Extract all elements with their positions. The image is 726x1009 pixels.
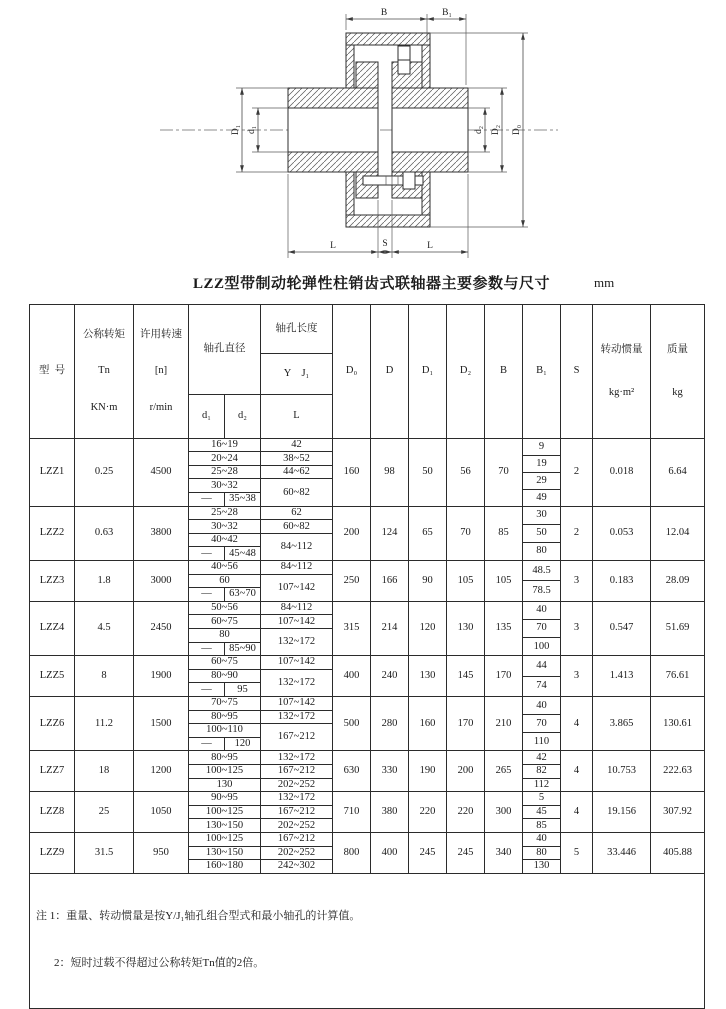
inertia-cell: 19.156	[593, 792, 651, 833]
bore-d1-cell: —	[189, 683, 225, 697]
left-hub-section	[288, 88, 378, 108]
coupling-section-drawing	[0, 0, 726, 268]
B1-cell	[523, 696, 561, 750]
speed-cell: 1200	[134, 751, 189, 792]
table-row	[30, 438, 705, 452]
mass-cell: 76.61	[651, 656, 705, 697]
B-cell: 265	[485, 751, 523, 792]
torque-cell: 1.8	[75, 561, 134, 602]
B1-subvalue: 50	[523, 524, 560, 542]
D1-cell: 245	[409, 832, 447, 873]
B1-subvalue: 80	[523, 542, 560, 560]
D-cell: 330	[371, 751, 409, 792]
note-2: 2：短时过载不得超过公称转矩Tn值的2倍。	[54, 957, 265, 970]
header-torque-unit: KN·m	[90, 401, 118, 413]
B1-subvalue: 110	[523, 732, 560, 750]
bore-range-cell: 30~32	[189, 520, 261, 534]
bore-length-cell: 167~212	[261, 832, 333, 846]
D1-cell: 120	[409, 601, 447, 655]
dim-label-B1: B₁	[442, 8, 452, 18]
dim-label-D0: D₀	[512, 124, 522, 136]
speed-cell: 3800	[134, 506, 189, 560]
notes-row	[30, 873, 705, 1009]
bore-range-cell: 30~32	[189, 479, 261, 493]
bore-range-cell: 100~125	[189, 764, 261, 778]
bore-range-cell: 70~75	[189, 696, 261, 710]
B-cell: 70	[485, 438, 523, 506]
D2-cell: 105	[447, 561, 485, 602]
bore-length-cell: 107~142	[261, 656, 333, 670]
bore-range-cell: 60~75	[189, 656, 261, 670]
inertia-cell: 10.753	[593, 751, 651, 792]
header-L: L	[261, 394, 333, 438]
D-cell: 400	[371, 832, 409, 873]
D1-cell: 65	[409, 506, 447, 560]
D0-cell: 250	[333, 561, 371, 602]
bore-d2-cell: 35~38	[225, 493, 261, 507]
header-torque	[75, 305, 134, 439]
bore-length-cell: 44~62	[261, 465, 333, 479]
speed-cell: 1500	[134, 696, 189, 750]
D1-cell: 130	[409, 656, 447, 697]
pin-bolt-shank	[363, 176, 403, 185]
bore-range-cell: 100~125	[189, 805, 261, 819]
bore-d1-cell: —	[189, 547, 225, 561]
inertia-cell: 0.018	[593, 438, 651, 506]
speed-cell: 4500	[134, 438, 189, 506]
mass-cell: 6.64	[651, 438, 705, 506]
bore-length-cell: 132~172	[261, 629, 333, 656]
mass-cell: 222.63	[651, 751, 705, 792]
D1-cell: 50	[409, 438, 447, 506]
B1-subvalue: 48.5	[532, 564, 551, 576]
bore-range-cell: 90~95	[189, 792, 261, 806]
speed-cell: 3000	[134, 561, 189, 602]
model-cell: LZZ8	[30, 792, 75, 833]
B1-subvalue: 74	[523, 676, 560, 696]
header-speed-symbol: [n]	[154, 365, 168, 377]
D-cell: 98	[371, 438, 409, 506]
model-cell: LZZ9	[30, 832, 75, 873]
bore-length-cell: 132~172	[261, 751, 333, 765]
bore-length-cell: 84~112	[261, 561, 333, 575]
pin-bolt-nut	[403, 172, 415, 189]
B1-cell	[523, 601, 561, 655]
B1-subvalue: 45	[523, 805, 560, 819]
brake-drum-rim-top	[346, 33, 430, 45]
bore-d2-cell: 45~48	[225, 547, 261, 561]
S-cell: 3	[561, 601, 593, 655]
left-hub-section	[288, 152, 378, 172]
B1-subvalue: 19	[523, 455, 560, 472]
speed-cell: 2450	[134, 601, 189, 655]
model-cell: LZZ3	[30, 561, 75, 602]
inertia-cell: 0.183	[593, 561, 651, 602]
table-row	[30, 656, 705, 670]
pin-bushing	[398, 60, 410, 74]
B1-subvalue: 40	[536, 604, 547, 616]
B-cell: 105	[485, 561, 523, 602]
D1-cell: 160	[409, 696, 447, 750]
B1-cell	[523, 656, 561, 697]
header-inertia-unit: kg·m²	[608, 386, 635, 398]
bore-range-cell: 130	[189, 778, 261, 792]
B-cell: 210	[485, 696, 523, 750]
header-torque-symbol: Tn	[98, 365, 110, 377]
B1-subvalue: 49	[523, 489, 560, 506]
dim-label-d2: d₂	[474, 125, 484, 135]
bore-range-cell: 80~95	[189, 710, 261, 724]
brake-drum-rim-bottom	[346, 215, 430, 227]
D0-cell: 630	[333, 751, 371, 792]
torque-cell: 18	[75, 751, 134, 792]
pin-bushing	[398, 46, 410, 60]
dim-label-D2: D₂	[491, 124, 501, 136]
header-speed-unit: r/min	[149, 401, 173, 413]
B1-subvalue: 9	[538, 440, 545, 452]
B1-subvalue: 100	[523, 637, 560, 655]
bore-d1-cell: —	[189, 493, 225, 507]
pin-bolt-end	[415, 176, 423, 185]
bore-length-cell: 202~252	[261, 846, 333, 860]
B1-subvalue: 42	[536, 751, 547, 763]
table-row	[30, 601, 705, 615]
S-cell: 5	[561, 832, 593, 873]
header-D1: D₁	[409, 305, 447, 439]
S-cell: 3	[561, 561, 593, 602]
B1-cell	[523, 438, 561, 506]
bore-range-cell: 25~28	[189, 465, 261, 479]
header-bore-diameter: 轴孔直径	[189, 305, 261, 395]
B1-cell	[523, 751, 561, 792]
inertia-cell: 33.446	[593, 832, 651, 873]
speed-cell: 1900	[134, 656, 189, 697]
S-cell: 3	[561, 656, 593, 697]
bore-range-cell: 40~42	[189, 533, 261, 547]
D-cell: 166	[371, 561, 409, 602]
D0-cell: 500	[333, 696, 371, 750]
spec-table	[29, 304, 705, 1009]
bore-length-cell: 242~302	[261, 860, 333, 874]
bore-range-cell: 80	[189, 629, 261, 643]
bore-range-cell: 60~75	[189, 615, 261, 629]
right-hub-section	[392, 152, 468, 172]
B1-cell	[523, 832, 561, 873]
D0-cell: 200	[333, 506, 371, 560]
dim-label-D1: D₁	[231, 124, 241, 136]
bore-length-cell: 132~172	[261, 669, 333, 696]
bore-range-cell: 100~110	[189, 724, 261, 738]
model-cell: LZZ7	[30, 751, 75, 792]
bore-range-cell: 130~150	[189, 846, 261, 860]
bore-length-cell: 167~212	[261, 724, 333, 751]
inertia-cell: 1.413	[593, 656, 651, 697]
S-cell: 2	[561, 438, 593, 506]
header-B1: B₁	[523, 305, 561, 439]
header-torque-name: 公称转矩	[83, 329, 125, 341]
B1-subvalue: 44	[536, 659, 547, 671]
header-D2: D₂	[447, 305, 485, 439]
B1-cell	[523, 561, 561, 602]
B-cell: 170	[485, 656, 523, 697]
bore-range-cell: 100~125	[189, 832, 261, 846]
bore-length-cell: 42	[261, 438, 333, 452]
bore-d2-cell: 85~90	[225, 642, 261, 656]
D2-cell: 220	[447, 792, 485, 833]
B1-subvalue: 85	[523, 818, 560, 832]
bore-range-cell: 16~19	[189, 438, 261, 452]
bore-length-cell: 167~212	[261, 764, 333, 778]
table-row	[30, 792, 705, 806]
D2-cell: 56	[447, 438, 485, 506]
bore-range-cell: 50~56	[189, 601, 261, 615]
header-D0: D₀	[333, 305, 371, 439]
torque-cell: 0.63	[75, 506, 134, 560]
bore-length-cell: 60~82	[261, 479, 333, 506]
B1-subvalue: 82	[523, 764, 560, 778]
bore-length-cell: 202~252	[261, 778, 333, 792]
title-row	[0, 270, 726, 298]
header-d2: d₂	[225, 394, 261, 438]
dim-label-S: S	[382, 239, 388, 249]
bore-length-cell: 167~212	[261, 805, 333, 819]
header-mass	[651, 305, 705, 439]
header-speed-name: 许用转速	[140, 329, 182, 341]
table-row	[30, 832, 705, 846]
dim-label-L-left: L	[330, 241, 336, 251]
table-body	[30, 438, 705, 873]
B1-subvalue: 5	[538, 792, 545, 804]
D-cell: 240	[371, 656, 409, 697]
header-D: D	[371, 305, 409, 439]
dim-label-L-right: L	[427, 241, 433, 251]
S-cell: 4	[561, 792, 593, 833]
mass-cell: 130.61	[651, 696, 705, 750]
B1-subvalue: 40	[536, 833, 547, 845]
D1-cell: 190	[409, 751, 447, 792]
bore-length-cell: 107~142	[261, 574, 333, 601]
mass-cell: 51.69	[651, 601, 705, 655]
B-cell: 135	[485, 601, 523, 655]
mass-cell: 405.88	[651, 832, 705, 873]
D0-cell: 800	[333, 832, 371, 873]
model-cell: LZZ1	[30, 438, 75, 506]
D-cell: 214	[371, 601, 409, 655]
brake-drum-wall	[346, 45, 354, 88]
B1-subvalue: 40	[536, 699, 547, 711]
D1-cell: 90	[409, 561, 447, 602]
brake-drum-wall	[422, 45, 430, 88]
bore-length-cell: 132~172	[261, 792, 333, 806]
right-hub-section	[392, 88, 468, 108]
bore-length-cell: 60~82	[261, 520, 333, 534]
D2-cell: 170	[447, 696, 485, 750]
model-cell: LZZ6	[30, 696, 75, 750]
header-d1: d₁	[189, 394, 225, 438]
D1-cell: 220	[409, 792, 447, 833]
B1-subvalue: 70	[523, 714, 560, 732]
header-model: 型 号	[30, 305, 75, 439]
header-bore-length: 轴孔长度	[261, 305, 333, 354]
bore-range-cell: 40~56	[189, 561, 261, 575]
header-speed	[134, 305, 189, 439]
page-title: LZZ型带制动轮弹性柱销齿式联轴器主要参数与尺寸	[193, 276, 551, 292]
B1-subvalue: 29	[523, 472, 560, 489]
table-row	[30, 751, 705, 765]
bore-d2-cell: 63~70	[225, 588, 261, 602]
bore-length-cell: 132~172	[261, 710, 333, 724]
table-header	[30, 305, 705, 439]
B-cell: 85	[485, 506, 523, 560]
bore-range-cell: 20~24	[189, 452, 261, 466]
inertia-cell: 0.053	[593, 506, 651, 560]
model-cell: LZZ4	[30, 601, 75, 655]
D-cell: 124	[371, 506, 409, 560]
table-row	[30, 561, 705, 575]
header-inertia	[593, 305, 651, 439]
B1-subvalue: 80	[523, 846, 560, 860]
B-cell: 340	[485, 832, 523, 873]
bore-length-cell: 62	[261, 506, 333, 520]
mass-cell: 12.04	[651, 506, 705, 560]
B1-cell	[523, 792, 561, 833]
torque-cell: 31.5	[75, 832, 134, 873]
D0-cell: 400	[333, 656, 371, 697]
torque-cell: 0.25	[75, 438, 134, 506]
D2-cell: 70	[447, 506, 485, 560]
speed-cell: 1050	[134, 792, 189, 833]
header-bore-length-types: Y J₁	[261, 353, 333, 394]
note-1: 注 1：重量、转动惯量是按Y/J₁轴孔组合型式和最小轴孔的计算值。	[36, 909, 361, 922]
model-cell: LZZ2	[30, 506, 75, 560]
bore-length-cell: 107~142	[261, 615, 333, 629]
D-cell: 380	[371, 792, 409, 833]
bore-range-cell: 80~95	[189, 751, 261, 765]
B1-subvalue: 30	[536, 509, 547, 521]
bore-d1-cell: —	[189, 642, 225, 656]
bore-d1-cell: —	[189, 588, 225, 602]
inertia-cell: 0.547	[593, 601, 651, 655]
S-cell: 4	[561, 696, 593, 750]
bore-length-cell: 202~252	[261, 819, 333, 833]
table-notes	[30, 873, 705, 1009]
dim-label-B: B	[380, 8, 388, 18]
B1-subvalue: 112	[523, 778, 560, 792]
D0-cell: 160	[333, 438, 371, 506]
B1-cell	[523, 506, 561, 560]
S-cell: 2	[561, 506, 593, 560]
bore-range-cell: 60	[189, 574, 261, 588]
B-cell: 300	[485, 792, 523, 833]
B1-subvalue: 70	[523, 619, 560, 637]
mass-cell: 307.92	[651, 792, 705, 833]
dim-label-d1: d₁	[247, 125, 257, 135]
header-mass-unit: kg	[672, 386, 683, 398]
bore-length-cell: 84~112	[261, 533, 333, 560]
technical-drawing	[0, 0, 726, 268]
bore-d2-cell: 120	[225, 737, 261, 751]
inertia-cell: 3.865	[593, 696, 651, 750]
torque-cell: 4.5	[75, 601, 134, 655]
model-cell: LZZ5	[30, 656, 75, 697]
D2-cell: 130	[447, 601, 485, 655]
header-mass-name: 质量	[667, 343, 688, 355]
header-inertia-name: 转动惯量	[600, 343, 643, 355]
B1-subvalue: 130	[523, 859, 560, 873]
D0-cell: 710	[333, 792, 371, 833]
D2-cell: 200	[447, 751, 485, 792]
unit-label: mm	[594, 275, 615, 290]
torque-cell: 25	[75, 792, 134, 833]
bore-range-cell: 130~150	[189, 819, 261, 833]
D2-cell: 245	[447, 832, 485, 873]
bore-length-cell: 84~112	[261, 601, 333, 615]
brake-drum-wall	[346, 172, 354, 215]
bore-d2-cell: 95	[225, 683, 261, 697]
bore-length-cell: 107~142	[261, 696, 333, 710]
bore-d1-cell: —	[189, 737, 225, 751]
S-cell: 4	[561, 751, 593, 792]
bore-range-cell: 25~28	[189, 506, 261, 520]
bore-range-cell: 80~90	[189, 669, 261, 683]
torque-cell: 8	[75, 656, 134, 697]
header-B: B	[485, 305, 523, 439]
torque-cell: 11.2	[75, 696, 134, 750]
D0-cell: 315	[333, 601, 371, 655]
mass-cell: 28.09	[651, 561, 705, 602]
table-row	[30, 696, 705, 710]
header-S: S	[561, 305, 593, 439]
speed-cell: 950	[134, 832, 189, 873]
D-cell: 280	[371, 696, 409, 750]
table-row	[30, 506, 705, 520]
bore-range-cell: 160~180	[189, 860, 261, 874]
D2-cell: 145	[447, 656, 485, 697]
B1-subvalue: 78.5	[523, 580, 560, 600]
bore-length-cell: 38~52	[261, 452, 333, 466]
left-flange	[356, 62, 378, 88]
